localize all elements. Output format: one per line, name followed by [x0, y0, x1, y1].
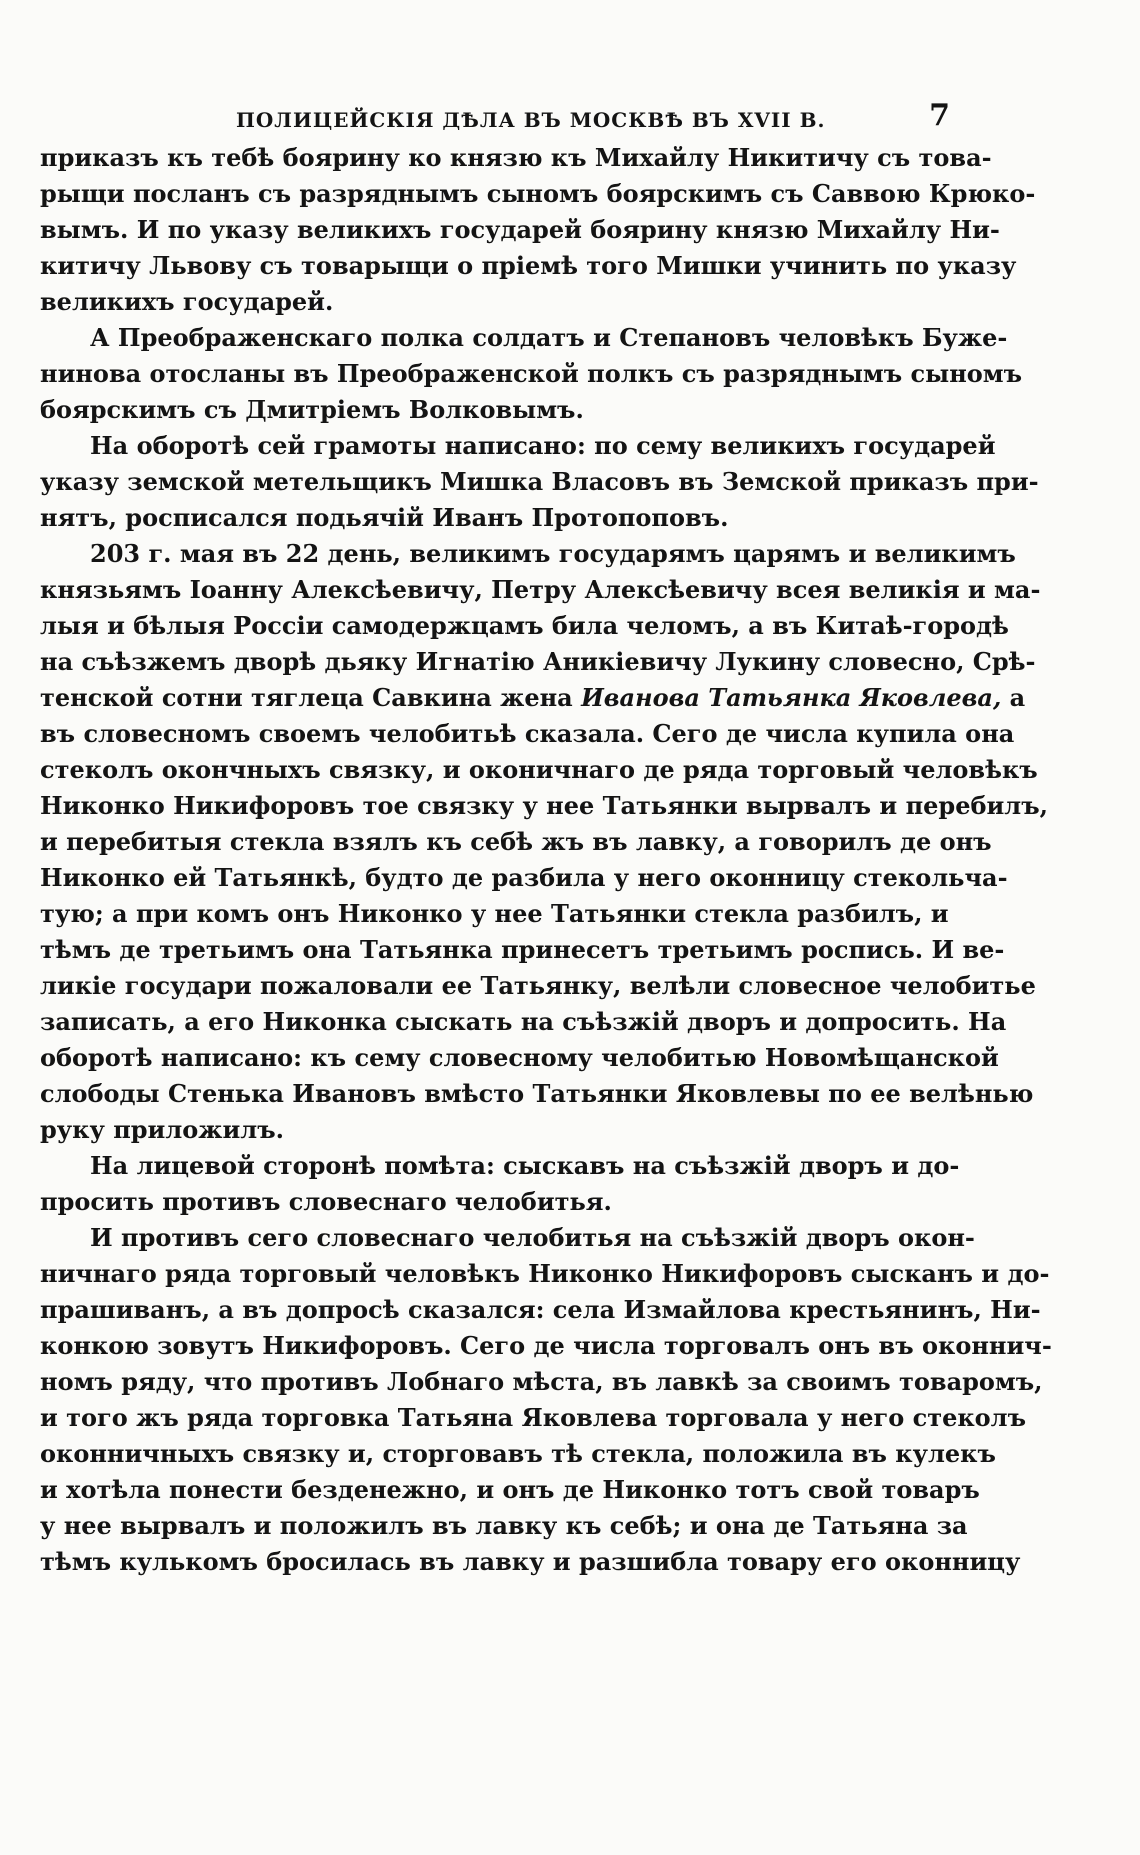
text-line — [40, 1544, 1021, 1580]
text-line — [40, 1400, 1027, 1436]
page-number: 7 — [929, 98, 950, 133]
text-line — [40, 140, 992, 176]
text-line — [40, 320, 1008, 356]
text-line-content: И противъ сего словеснаго челобитья на съѣзжій дворъ окон- — [90, 1223, 975, 1252]
text-line — [40, 608, 1009, 644]
body-text — [40, 140, 1052, 1580]
text-line-content: лыя и бѣлыя Россіи самодержцамъ била челомъ, а въ Китаѣ-городѣ — [40, 611, 1009, 640]
text-line — [40, 1328, 1052, 1364]
text-line — [40, 1004, 1007, 1040]
text-line-content: на съѣзжемъ дворѣ дьяку Игнатію Аникіевичу Лукину словесно, Срѣ- — [40, 647, 1036, 676]
text-line — [40, 1220, 975, 1256]
text-line-content: тѣмъ кулькомъ бросилась въ лавку и разшибла товару его оконницу — [40, 1547, 1021, 1576]
text-line-content: китичу Львову съ товарыщи о пріемѣ того Мишки учинить по указу — [40, 251, 1017, 280]
text-line — [40, 644, 1036, 680]
text-line — [40, 392, 940, 428]
text-line — [40, 1292, 1041, 1328]
text-line-content: нинова отосланы въ Преображенской полкъ съ разряднымъ сыномъ — [40, 359, 1023, 388]
text-line-content: стеколъ окончныхъ связку, и оконичнаго де ряда торговый человѣкъ — [40, 755, 1038, 784]
text-line — [40, 464, 1039, 500]
text-line — [40, 968, 1036, 1004]
text-line-content: вымъ. И по указу великихъ государей боярину князю Михайлу Ни- — [40, 215, 1000, 244]
text-line-content: ликіе государи пожаловали ее Татьянку, велѣли словесное челобитье — [40, 971, 1036, 1000]
text-line — [40, 212, 1000, 248]
text-line — [40, 1040, 999, 1076]
text-line — [40, 1076, 1034, 1112]
text-line — [40, 788, 1048, 824]
text-line — [40, 824, 992, 860]
text-line-content: номъ ряду, что противъ Лобнаго мѣста, въ лавкѣ за своимъ товаромъ, — [40, 1367, 1043, 1396]
text-line — [40, 500, 940, 536]
text-line — [40, 860, 1008, 896]
text-line-content: рыщи посланъ съ разряднымъ сыномъ боярскимъ съ Саввою Крюко- — [40, 179, 1036, 208]
text-line — [40, 356, 1023, 392]
text-line-content: Никонко Никифоровъ тое связку у нее Татьянки вырвалъ и перебилъ, — [40, 791, 1048, 820]
running-title: ПОЛИЦЕЙСКІЯ ДѢЛА ВЪ МОСКВѢ ВЪ XVII В. — [236, 108, 826, 132]
text-line-content: приказъ къ тебѣ боярину ко князю къ Михайлу Никитичу съ това- — [40, 143, 992, 172]
text-line — [40, 1436, 996, 1472]
text-line-content: На оборотѣ сей грамоты написано: по сему великихъ государей — [90, 431, 996, 460]
text-line — [40, 716, 1015, 752]
text-line — [40, 1148, 960, 1184]
text-line — [40, 536, 1016, 572]
text-line-content: и перебитыя стекла взялъ къ себѣ жъ въ лавку, а говорилъ де онъ — [40, 827, 992, 856]
text-line-content: и того жъ ряда торговка Татьяна Яковлева торговала у него стеколъ — [40, 1403, 1027, 1432]
text-line — [40, 752, 1038, 788]
text-line — [40, 1112, 940, 1148]
text-line-content: Никонко ей Татьянкѣ, будто де разбила у него оконницу стекольча- — [40, 863, 1008, 892]
text-line-content: На лицевой сторонѣ помѣта: сыскавъ на съѣзжій дворъ и до- — [90, 1151, 960, 1180]
text-line-content: 203 г. мая въ 22 день, великимъ государямъ царямъ и великимъ — [90, 539, 1016, 568]
text-line-content: ничнаго ряда торговый человѣкъ Никонко Никифоровъ сысканъ и до- — [40, 1259, 1050, 1288]
text-line-content: руку приложилъ. — [40, 1115, 284, 1144]
text-line-content: оборотѣ написано: къ сему словесному челобитью Новомѣщанской — [40, 1043, 999, 1072]
text-line-content: слободы Стенька Ивановъ вмѣсто Татьянки Яковлевы по ее велѣнью — [40, 1079, 1034, 1108]
text-line-tail: а — [1001, 683, 1026, 712]
text-line — [40, 1472, 980, 1508]
text-line — [40, 176, 1036, 212]
text-line — [40, 572, 1041, 608]
text-line-content: нятъ, росписался подьячій Иванъ Протопоповъ. — [40, 503, 729, 532]
italic-name: Иванова Татьянка Яковлева, — [581, 683, 1002, 712]
text-line-content: прашиванъ, а въ допросѣ сказался: села Измайлова крестьянинъ, Ни- — [40, 1295, 1041, 1324]
text-line-content: и хотѣла понести безденежно, и онъ де Никонко тотъ свой товаръ — [40, 1475, 980, 1504]
text-line — [40, 1184, 940, 1220]
text-line-content: князьямъ Іоанну Алексѣевичу, Петру Алексѣевичу всея великія и ма- — [40, 575, 1041, 604]
text-line-content: А Преображенскаго полка солдатъ и Степановъ человѣкъ Буже- — [90, 323, 1008, 352]
text-line — [40, 1256, 1050, 1292]
text-line-content: оконничныхъ связку и, сторговавъ тѣ стекла, положила въ кулекъ — [40, 1439, 996, 1468]
text-line-content: въ словесномъ своемъ челобитьѣ сказала. Сего де числа купила она — [40, 719, 1015, 748]
text-line-content: боярскимъ съ Дмитріемъ Волковымъ. — [40, 395, 584, 424]
text-line — [40, 428, 996, 464]
text-line — [40, 896, 949, 932]
text-line-content: великихъ государей. — [40, 287, 334, 316]
text-line-content: тѣмъ де третьимъ она Татьянка принесетъ третьимъ роспись. И ве- — [40, 935, 1005, 964]
text-line-content: конкою зовутъ Никифоровъ. Сего де числа торговалъ онъ въ оконнич- — [40, 1331, 1052, 1360]
text-line — [40, 680, 1026, 716]
page-header — [40, 98, 950, 138]
text-line-content: просить противъ словеснаго челобитья. — [40, 1187, 612, 1216]
text-line — [40, 284, 940, 320]
text-line — [40, 248, 1017, 284]
text-line-content: указу земской метельщикъ Мишка Власовъ въ Земской приказъ при- — [40, 467, 1039, 496]
text-line — [40, 1364, 1043, 1400]
text-line — [40, 932, 1005, 968]
text-line-content: тенской сотни тяглеца Савкина жена — [40, 683, 573, 712]
text-line-content: у нее вырвалъ и положилъ въ лавку къ себѣ; и она де Татьяна за — [40, 1511, 968, 1540]
text-line — [40, 1508, 968, 1544]
text-line-content: записать, а его Никонка сыскать на съѣзжій дворъ и допросить. На — [40, 1007, 1007, 1036]
text-line-content: тую; а при комъ онъ Никонко у нее Татьянки стекла разбилъ, и — [40, 899, 949, 928]
